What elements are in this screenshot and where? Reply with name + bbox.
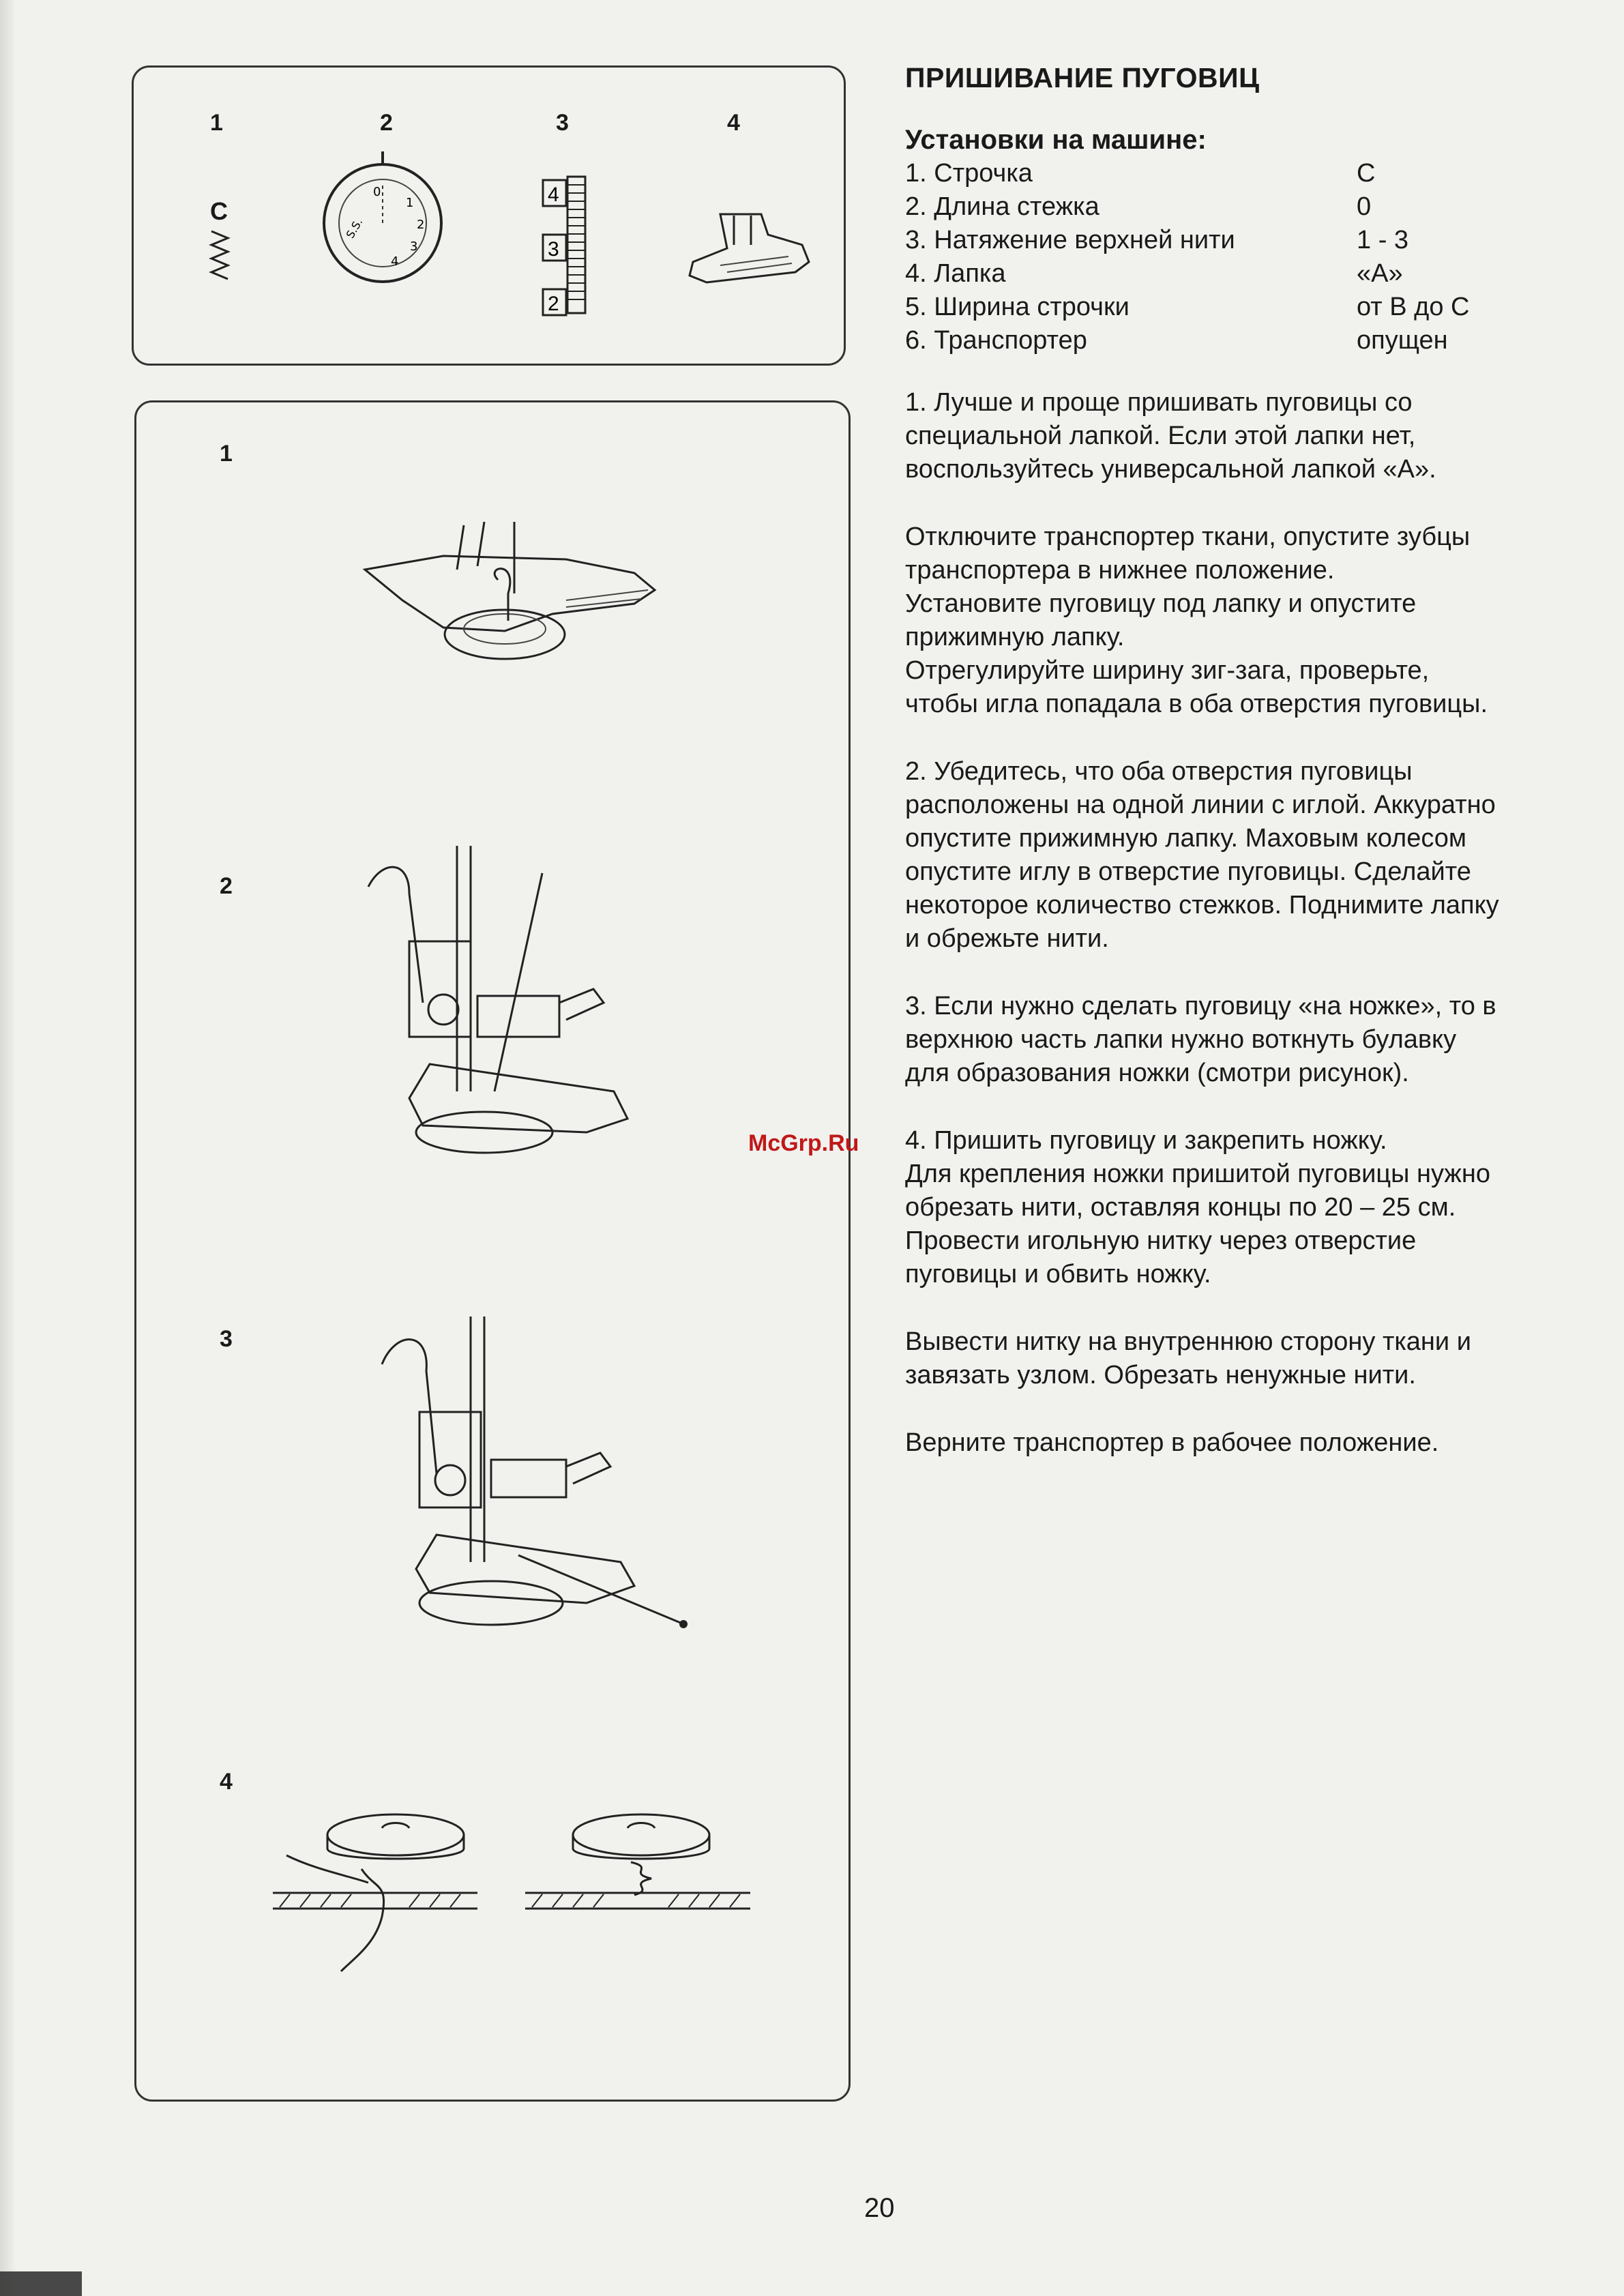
settings-row bbox=[905, 291, 1469, 324]
settings-row bbox=[905, 224, 1469, 257]
setting-key: 3. Натяжение верхней нити bbox=[905, 226, 1235, 254]
needle-foot-illustration bbox=[368, 846, 723, 1201]
foot-with-pin-illustration bbox=[368, 1316, 764, 1671]
stitch-letter: C bbox=[210, 197, 228, 225]
step-label-3: 3 bbox=[220, 1326, 233, 1352]
button-shank-illustration bbox=[273, 1808, 764, 2012]
setting-value: 0 bbox=[1357, 192, 1372, 221]
setting-value: C bbox=[1357, 159, 1376, 188]
settings-row bbox=[905, 190, 1469, 224]
paragraph-step-3: 3. Если нужно сделать пуговицу «на ножке», то в верхнюю часть лапки нужно воткнуть булавку для образования ножки (смотри рисунок). bbox=[905, 992, 1496, 1087]
tension-mark-3: 3 bbox=[548, 238, 559, 261]
dial-mark-3: 3 bbox=[410, 239, 418, 254]
tension-scale bbox=[543, 177, 591, 320]
step-label-1: 1 bbox=[220, 441, 233, 467]
paragraph-step-1: 1. Лучше и проще пришивать пуговицы со специальной лапкой. Если этой лапки нет, воспользуйтесь универсальной лапкой «А». bbox=[905, 388, 1436, 484]
presser-foot-a-icon bbox=[679, 207, 816, 303]
figure-label-3: 3 bbox=[556, 110, 569, 136]
setting-key: 5. Ширина строчки bbox=[905, 293, 1130, 321]
page-bottom-edge bbox=[0, 2271, 82, 2296]
watermark: McGrp.Ru bbox=[748, 1130, 859, 1156]
settings-row bbox=[905, 324, 1469, 357]
step-label-2: 2 bbox=[220, 873, 233, 899]
zigzag-stitch-icon bbox=[210, 228, 231, 289]
page-number: 20 bbox=[864, 2193, 895, 2223]
paragraph-step-4: 4. Пришить пуговицу и закрепить ножку. Для крепления ножки пришитой пуговицы нужно обрезать нити, оставляя концы по 20 – 25 см. Провести игольную нитку через отверстие пуговицы и обвить ножку. bbox=[905, 1126, 1490, 1289]
stitch-length-dial bbox=[314, 148, 451, 284]
settings-table bbox=[905, 157, 1469, 357]
paragraph-step-2: 2. Убедитесь, что оба отверстия пуговицы расположены на одной линии с иглой. Аккуратно опустите прижимную лапку. Маховым колесом опустите иглу в отверстие пуговицы. Сделайте некоторое количество стежков. Поднимите лапку и обрежьте нити. bbox=[905, 757, 1499, 953]
settings-row bbox=[905, 157, 1469, 190]
dial-mark-4: 4 bbox=[391, 254, 399, 269]
instructions-column bbox=[905, 61, 1601, 1494]
setting-key: 1. Строчка bbox=[905, 159, 1033, 188]
tension-mark-2: 2 bbox=[548, 293, 559, 315]
setting-key: 4. Лапка bbox=[905, 259, 1006, 288]
settings-row bbox=[905, 257, 1469, 291]
dial-mark-2: 2 bbox=[417, 218, 425, 232]
figure-label-4: 4 bbox=[727, 110, 740, 136]
step-label-4: 4 bbox=[220, 1769, 233, 1795]
figure-label-2: 2 bbox=[380, 110, 393, 136]
button-under-foot-illustration bbox=[361, 518, 784, 675]
paragraph-feed-dogs: Отключите транспортер ткани, опустите зубцы транспортера в нижнее положение. Установите пуговицу под лапку и опустите прижимную лапку. Отрегулируйте ширину зиг-зага, проверьте, чтобы игла попадала в оба отверстия пуговицы. bbox=[905, 523, 1488, 718]
figures-box bbox=[134, 400, 851, 2102]
setting-key: 2. Длина стежка bbox=[905, 192, 1099, 221]
paragraph-restore-feed: Верните транспортер в рабочее положение. bbox=[905, 1428, 1439, 1457]
settings-figure-box bbox=[132, 65, 846, 366]
setting-value: «A» bbox=[1357, 259, 1403, 288]
setting-value: от B до C bbox=[1357, 293, 1470, 321]
settings-heading: Установки на машине: bbox=[905, 125, 1207, 155]
setting-value: опущен bbox=[1357, 326, 1448, 355]
dial-mark-0: 0 bbox=[373, 185, 381, 199]
setting-value: 1 - 3 bbox=[1357, 226, 1409, 254]
page-title: ПРИШИВАНИЕ ПУГОВИЦ bbox=[905, 62, 1260, 93]
page-edge-shadow bbox=[0, 0, 15, 2296]
paragraph-knot: Вывести нитку на внутреннюю сторону ткани и завязать узлом. Обрезать ненужные нити. bbox=[905, 1327, 1471, 1389]
setting-key: 6. Транспортер bbox=[905, 326, 1087, 355]
figure-label-1: 1 bbox=[210, 110, 223, 136]
dial-mark-1: 1 bbox=[406, 196, 414, 210]
tension-mark-4: 4 bbox=[548, 183, 559, 206]
dial-mark-ss: S.S. bbox=[343, 216, 366, 241]
